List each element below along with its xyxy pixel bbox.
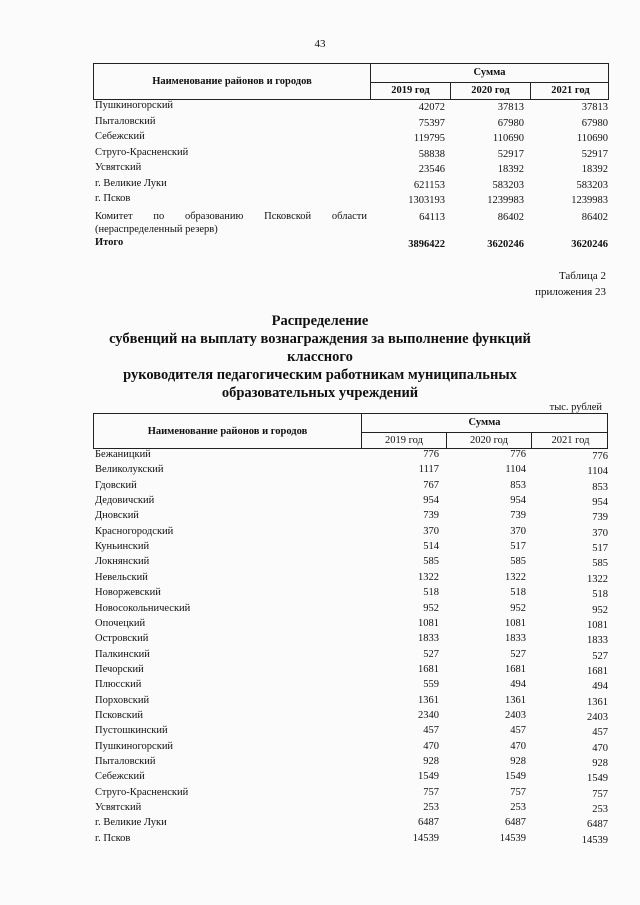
table2-name-column-header: Наименование районов и городов — [94, 414, 362, 448]
table-row — [93, 833, 613, 849]
table-row — [93, 679, 613, 695]
cell-2019: 621153 — [413, 179, 445, 191]
table-row — [93, 725, 613, 741]
cell-2019: 518 — [423, 587, 439, 599]
table-row — [93, 587, 613, 603]
cell-2020: 1361 — [505, 694, 526, 706]
cell-2021: 2403 — [587, 711, 608, 723]
table-row — [93, 162, 613, 178]
komitet-line2: (нераспределенный резерв) — [95, 224, 218, 235]
cell-2021: 253 — [592, 804, 608, 816]
table1-year-2019-header: 2019 год — [371, 82, 451, 100]
cell-2020: 757 — [510, 786, 526, 798]
cell-2020: 37813 — [497, 102, 524, 113]
cell-2020: 470 — [510, 740, 526, 752]
cell-2020: 14539 — [499, 832, 526, 844]
row-name: Локнянский — [95, 556, 150, 568]
cell-2021: 6487 — [587, 819, 608, 831]
row-name: Невельский — [95, 571, 148, 583]
cell-2020: 1239983 — [487, 195, 524, 206]
row-name: г. Великие Луки — [95, 817, 167, 829]
cell-2020: 253 — [510, 802, 526, 814]
page-number: 43 — [314, 38, 326, 50]
cell-2020: 52917 — [497, 148, 524, 160]
title-line2: субвенций на выплату вознаграждения за выполнение функций классного — [109, 331, 531, 365]
cell-2020: 1681 — [505, 663, 526, 675]
cell-2021: 14539 — [581, 834, 608, 846]
cell-2019: 928 — [423, 756, 439, 767]
row-name: Палкинский — [95, 648, 150, 660]
cell-2021: 1104 — [587, 466, 608, 478]
row-name: г. Псков — [95, 193, 131, 204]
table-row — [93, 741, 613, 757]
cell-2020: 739 — [510, 510, 526, 522]
cell-2021: 86402 — [581, 212, 608, 223]
table-row — [93, 147, 613, 163]
cell-2020: 1104 — [505, 464, 526, 476]
row-name: Печорский — [95, 663, 144, 675]
cell-2020: 86402 — [497, 212, 524, 223]
row-name: Усвятский — [95, 802, 142, 814]
cell-2020: 457 — [510, 725, 526, 737]
table-row — [93, 802, 613, 818]
row-name: Усвятский — [95, 162, 142, 173]
table1-year-2021-header: 2021 год — [551, 85, 590, 96]
row-name: Бежаницкий — [95, 449, 151, 460]
cell-2020: 583203 — [492, 179, 524, 191]
row-name: Новоржевский — [95, 587, 161, 599]
cell-2021: 37813 — [581, 102, 608, 113]
cell-2021: 1081 — [587, 619, 608, 631]
table1-name-column-header: Наименование районов и городов — [94, 64, 371, 99]
cell-2020: 370 — [510, 525, 526, 537]
cell-2019: 1833 — [418, 633, 439, 645]
row-name: Пушкиногорский — [95, 740, 174, 752]
cell-2020: 776 — [510, 449, 526, 460]
cell-2021: 1833 — [587, 635, 608, 647]
cell-2021: 52917 — [581, 148, 608, 160]
table-row — [93, 603, 613, 619]
table-reference-line2: приложения 23 — [535, 286, 606, 298]
row-name: Псковский — [95, 709, 143, 721]
table-row — [93, 633, 613, 649]
cell-2019: 1361 — [418, 694, 439, 706]
cell-2019: 75397 — [418, 117, 445, 129]
cell-2020: 518 — [510, 587, 526, 599]
table-row — [93, 572, 613, 588]
table2-year-2020-header: 2020 год — [447, 432, 532, 449]
cell-2019: 739 — [423, 510, 439, 522]
total-2020: 3620246 — [487, 239, 524, 250]
row-name: Пушкиногорский — [95, 100, 174, 111]
table1-sum-header: Сумма — [371, 64, 608, 83]
table-row — [93, 695, 613, 711]
cell-2019: 6487 — [418, 817, 439, 829]
table-row — [93, 116, 613, 132]
cell-2020: 853 — [510, 479, 526, 491]
cell-2019: 119795 — [413, 133, 445, 144]
cell-2020: 6487 — [505, 817, 526, 829]
row-name: Плюсский — [95, 679, 142, 691]
cell-2019: 1549 — [418, 771, 439, 783]
cell-2020: 1833 — [505, 633, 526, 645]
cell-2021: 18392 — [581, 164, 608, 175]
cell-2019: 776 — [423, 449, 439, 460]
row-name: Дедовичский — [95, 495, 155, 507]
cell-2021: 457 — [592, 727, 608, 739]
cell-2021: 470 — [592, 742, 608, 754]
cell-2020: 2403 — [505, 709, 526, 721]
row-name: Пыталовский — [95, 756, 156, 767]
cell-2020: 1322 — [505, 571, 526, 583]
cell-2019: 14539 — [412, 832, 439, 844]
table-row — [93, 556, 613, 572]
cell-2021: 1549 — [587, 773, 608, 785]
cell-2021: 1322 — [587, 573, 608, 585]
table-row — [93, 710, 613, 726]
cell-2019: 559 — [423, 679, 439, 691]
cell-2021: 954 — [592, 497, 608, 509]
cell-2021: 517 — [592, 543, 608, 555]
table2-year-2021-header: 2021 год — [551, 435, 590, 446]
title-line1: Распределение — [271, 313, 369, 329]
document-title — [80, 312, 560, 402]
cell-2019: 1303193 — [408, 195, 445, 206]
cell-2021: 952 — [592, 604, 608, 616]
cell-2021: 776 — [592, 451, 608, 462]
table1-header — [93, 63, 609, 100]
cell-2021: 370 — [592, 527, 608, 539]
cell-2019: 457 — [423, 725, 439, 737]
cell-2021: 585 — [592, 558, 608, 570]
row-name: Куньинский — [95, 541, 150, 553]
cell-2020: 928 — [510, 756, 526, 767]
cell-2019: 64113 — [419, 212, 445, 223]
total-2021: 3620246 — [571, 239, 608, 250]
cell-2019: 767 — [423, 479, 439, 491]
cell-2021: 853 — [592, 481, 608, 493]
table-row — [93, 480, 613, 496]
row-name: Себежский — [95, 771, 145, 783]
cell-2019: 470 — [423, 740, 439, 752]
row-name: Гдовский — [95, 479, 137, 491]
row-name: Новосокольнический — [95, 602, 191, 614]
cell-2020: 1081 — [505, 617, 526, 629]
cell-2019: 370 — [423, 525, 439, 537]
cell-2019: 757 — [423, 786, 439, 798]
cell-2019: 514 — [423, 541, 439, 553]
cell-2021: 1239983 — [571, 195, 608, 206]
row-name: Островский — [95, 633, 149, 645]
cell-2020: 494 — [510, 679, 526, 691]
total-label: Итого — [95, 237, 124, 248]
cell-2021: 1361 — [587, 696, 608, 708]
table-row — [93, 787, 613, 803]
table-reference — [535, 268, 606, 300]
cell-2019: 2340 — [418, 709, 439, 721]
cell-2021: 67980 — [581, 117, 608, 129]
cell-2019: 1681 — [418, 663, 439, 675]
cell-2019: 585 — [423, 556, 439, 568]
cell-2019: 952 — [423, 602, 439, 614]
cell-2021: 494 — [592, 681, 608, 693]
table-reference-line1: Таблица 2 — [558, 270, 606, 282]
cell-2019: 1322 — [418, 571, 439, 583]
table-row — [93, 756, 613, 772]
table-row — [93, 817, 613, 833]
cell-2020: 585 — [510, 556, 526, 568]
row-name: г. Великие Луки — [95, 177, 167, 189]
cell-2021: 527 — [592, 650, 608, 662]
table-row — [93, 618, 613, 634]
cell-2021: 739 — [592, 512, 608, 524]
row-name: Красногородский — [95, 525, 174, 537]
row-name: Пустошкинский — [95, 725, 168, 737]
table1-total-row — [93, 237, 613, 253]
table-row — [93, 649, 613, 665]
table-row — [93, 464, 613, 480]
cell-2019: 527 — [423, 648, 439, 660]
row-name: Великолукский — [95, 464, 164, 476]
cell-2020: 954 — [510, 495, 526, 507]
total-2019: 3896422 — [408, 239, 445, 250]
table2-header — [93, 413, 608, 449]
cell-2021: 928 — [592, 758, 608, 769]
cell-2019: 42072 — [418, 102, 445, 113]
row-name: Себежский — [95, 131, 145, 142]
cell-2020: 952 — [510, 602, 526, 614]
cell-2020: 527 — [510, 648, 526, 660]
table-row — [93, 449, 613, 465]
cell-2020: 517 — [510, 541, 526, 553]
row-name: Пыталовский — [95, 115, 156, 127]
cell-2019: 58838 — [418, 148, 445, 160]
cell-2021: 583203 — [576, 179, 608, 191]
row-name: Дновский — [95, 510, 139, 522]
table-row — [93, 541, 613, 557]
cell-2021: 110690 — [576, 133, 608, 144]
cell-2020: 1549 — [505, 771, 526, 783]
table-row — [93, 771, 613, 787]
table1-komitet-values — [93, 210, 613, 226]
table1-year-2020-header: 2020 год — [451, 82, 531, 100]
cell-2020: 18392 — [497, 164, 524, 175]
komitet-line1: Комитет по образованию Псковской области — [95, 211, 367, 222]
row-name: Струго-Красненский — [95, 786, 189, 798]
title-line4: образовательных учреждений — [221, 385, 419, 401]
cell-2021: 518 — [592, 589, 608, 601]
table-row — [93, 100, 613, 116]
cell-2019: 23546 — [418, 164, 445, 175]
row-name: г. Псков — [95, 832, 131, 844]
table-row — [93, 664, 613, 680]
table-row — [93, 495, 613, 511]
row-name: Струго-Красненский — [95, 146, 189, 158]
table-row — [93, 193, 613, 209]
title-line3: руководителя педагогическим работникам муниципальных — [123, 367, 517, 383]
cell-2019: 253 — [423, 802, 439, 814]
cell-2020: 67980 — [497, 117, 524, 129]
cell-2021: 757 — [592, 788, 608, 800]
table-row — [93, 510, 613, 526]
table-row — [93, 178, 613, 194]
table-row — [93, 131, 613, 147]
table2-sum-header: Сумма — [362, 414, 607, 433]
table-row — [93, 526, 613, 542]
cell-2019: 954 — [423, 495, 439, 507]
cell-2021: 1681 — [587, 665, 608, 677]
row-name: Опочецкий — [95, 617, 146, 629]
cell-2019: 1081 — [418, 617, 439, 629]
units-label: тыс. рублей — [549, 402, 602, 413]
cell-2019: 1117 — [418, 464, 439, 476]
table2-year-2019-header: 2019 год — [362, 432, 447, 449]
row-name: Порховский — [95, 694, 150, 706]
cell-2020: 110690 — [492, 133, 524, 144]
